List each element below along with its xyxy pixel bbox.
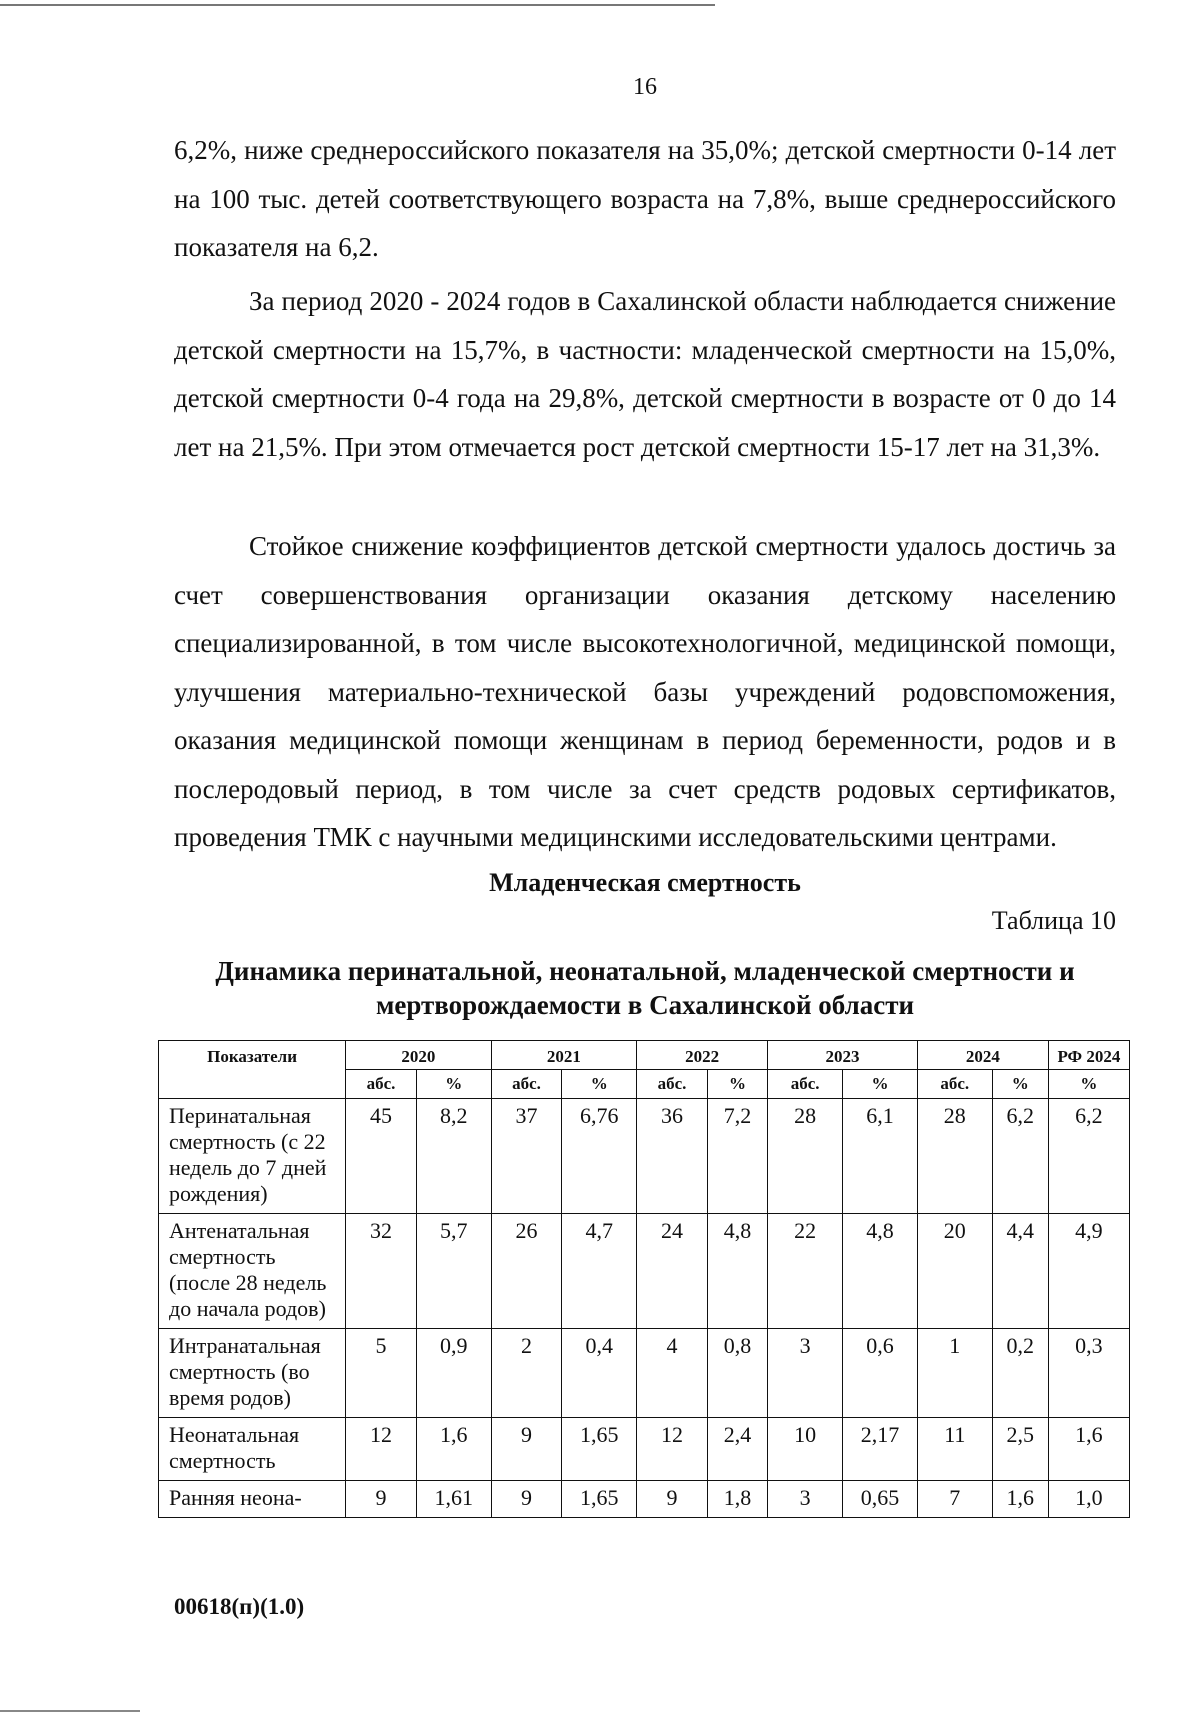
cell-value: 1,6 <box>416 1418 491 1481</box>
cell-value: 6,1 <box>843 1099 918 1214</box>
top-scan-line <box>0 4 715 6</box>
cell-value: 32 <box>346 1214 417 1329</box>
cell-value: 11 <box>917 1418 992 1481</box>
cell-value: 28 <box>917 1099 992 1214</box>
cell-value: 0,4 <box>562 1329 637 1418</box>
table-row <box>159 1418 1130 1481</box>
header-pct: % <box>416 1070 491 1099</box>
header-abs: абс. <box>768 1070 843 1099</box>
cell-value: 20 <box>917 1214 992 1329</box>
cell-value: 0,3 <box>1048 1329 1129 1418</box>
row-label: Ранняя неона- <box>159 1481 346 1518</box>
cell-value: 28 <box>768 1099 843 1214</box>
cell-value: 0,9 <box>416 1329 491 1418</box>
cell-value: 1,65 <box>562 1418 637 1481</box>
table-row <box>159 1214 1130 1329</box>
cell-value: 2,4 <box>707 1418 767 1481</box>
header-pct: % <box>562 1070 637 1099</box>
header-pct: % <box>843 1070 918 1099</box>
cell-value: 6,76 <box>562 1099 637 1214</box>
cell-value: 3 <box>768 1329 843 1418</box>
cell-value: 4,7 <box>562 1214 637 1329</box>
cell-value: 1,6 <box>992 1481 1048 1518</box>
cell-value: 0,2 <box>992 1329 1048 1418</box>
cell-value: 5 <box>346 1329 417 1418</box>
header-abs: абс. <box>917 1070 992 1099</box>
row-label: Перинатальная смертность (с 22 недель до 7 дней рождения) <box>159 1099 346 1214</box>
cell-value: 9 <box>491 1418 562 1481</box>
cell-value: 45 <box>346 1099 417 1214</box>
paragraph-1: 6,2%, ниже среднероссийского показателя на 35,0%; детской смертности 0-14 лет на 100 тыс. детей соответствующего возраста на 7,8%, выше среднероссийского показателя на 6,2. <box>174 135 1116 262</box>
section-heading: Младенческая смертность <box>489 868 801 897</box>
cell-value: 8,2 <box>416 1099 491 1214</box>
header-rf-2024: РФ 2024 <box>1048 1041 1129 1070</box>
cell-value: 4,4 <box>992 1214 1048 1329</box>
header-abs: абс. <box>346 1070 417 1099</box>
cell-value: 26 <box>491 1214 562 1329</box>
cell-value: 10 <box>768 1418 843 1481</box>
table-row <box>159 1481 1130 1518</box>
mortality-table <box>158 1040 1130 1518</box>
paragraph-3: Стойкое снижение коэффициентов детской смертности удалось достичь за счет совершенствования организации оказания детскому населению специализированной, в том числе высокотехнологичной, медицинской помощи, улучшения материально-технической базы учреждений родовспоможения, оказания медицинской помощи женщинам в период беременности, родов и в послеродовый период, в том числе за счет средств родовых сертификатов, проведения ТМК с научными медицинскими исследовательскими центрами. <box>174 531 1116 852</box>
table-row <box>159 1099 1130 1214</box>
cell-value: 1,65 <box>562 1481 637 1518</box>
cell-value: 6,2 <box>1048 1099 1129 1214</box>
cell-value: 0,65 <box>843 1481 918 1518</box>
cell-value: 24 <box>637 1214 708 1329</box>
cell-value: 1,0 <box>1048 1481 1129 1518</box>
header-abs: абс. <box>637 1070 708 1099</box>
header-pct: % <box>1048 1070 1129 1099</box>
cell-value: 2 <box>491 1329 562 1418</box>
cell-value: 1,8 <box>707 1481 767 1518</box>
cell-value: 9 <box>637 1481 708 1518</box>
header-year-2021: 2021 <box>491 1041 637 1070</box>
cell-value: 36 <box>637 1099 708 1214</box>
cell-value: 1,6 <box>1048 1418 1129 1481</box>
cell-value: 22 <box>768 1214 843 1329</box>
header-pct: % <box>707 1070 767 1099</box>
document-code: 00618(п)(1.0) <box>174 1594 305 1619</box>
row-label: Интранатальная смертность (во время родов) <box>159 1329 346 1418</box>
cell-value: 7 <box>917 1481 992 1518</box>
cell-value: 4 <box>637 1329 708 1418</box>
row-label: Неонатальная смертность <box>159 1418 346 1481</box>
header-indicator: Показатели <box>159 1041 346 1099</box>
cell-value: 3 <box>768 1481 843 1518</box>
header-year-2020: 2020 <box>346 1041 492 1070</box>
cell-value: 5,7 <box>416 1214 491 1329</box>
cell-value: 7,2 <box>707 1099 767 1214</box>
cell-value: 1,61 <box>416 1481 491 1518</box>
page-number: 16 <box>633 74 657 100</box>
cell-value: 2,17 <box>843 1418 918 1481</box>
cell-value: 37 <box>491 1099 562 1214</box>
table-number: Таблица 10 <box>991 906 1116 935</box>
cell-value: 12 <box>637 1418 708 1481</box>
cell-value: 6,2 <box>992 1099 1048 1214</box>
table-header-row-years <box>159 1041 1130 1070</box>
cell-value: 9 <box>346 1481 417 1518</box>
header-year-2023: 2023 <box>768 1041 918 1070</box>
cell-value: 2,5 <box>992 1418 1048 1481</box>
header-pct: % <box>992 1070 1048 1099</box>
cell-value: 9 <box>491 1481 562 1518</box>
table-title: Динамика перинатальной, неонатальной, младенческой смертности и мертворождаемости в Сахалинской области <box>215 956 1075 1020</box>
paragraph-2: За период 2020 - 2024 годов в Сахалинской области наблюдается снижение детской смертности на 15,7%, в частности: младенческой смертности на 15,0%, детской смертности 0-4 года на 29,8%, детской смертности в возрасте от 0 до 14 лет на 21,5%. При этом отмечается рост детской смертности 15-17 лет на 31,3%. <box>174 286 1116 462</box>
header-year-2022: 2022 <box>637 1041 768 1070</box>
bottom-scan-line <box>0 1710 140 1712</box>
header-year-2024: 2024 <box>917 1041 1048 1070</box>
cell-value: 0,8 <box>707 1329 767 1418</box>
table-row <box>159 1329 1130 1418</box>
cell-value: 12 <box>346 1418 417 1481</box>
cell-value: 0,6 <box>843 1329 918 1418</box>
cell-value: 1 <box>917 1329 992 1418</box>
header-abs: абс. <box>491 1070 562 1099</box>
cell-value: 4,9 <box>1048 1214 1129 1329</box>
cell-value: 4,8 <box>707 1214 767 1329</box>
row-label: Антенатальная смертность (после 28 недель до начала родов) <box>159 1214 346 1329</box>
cell-value: 4,8 <box>843 1214 918 1329</box>
